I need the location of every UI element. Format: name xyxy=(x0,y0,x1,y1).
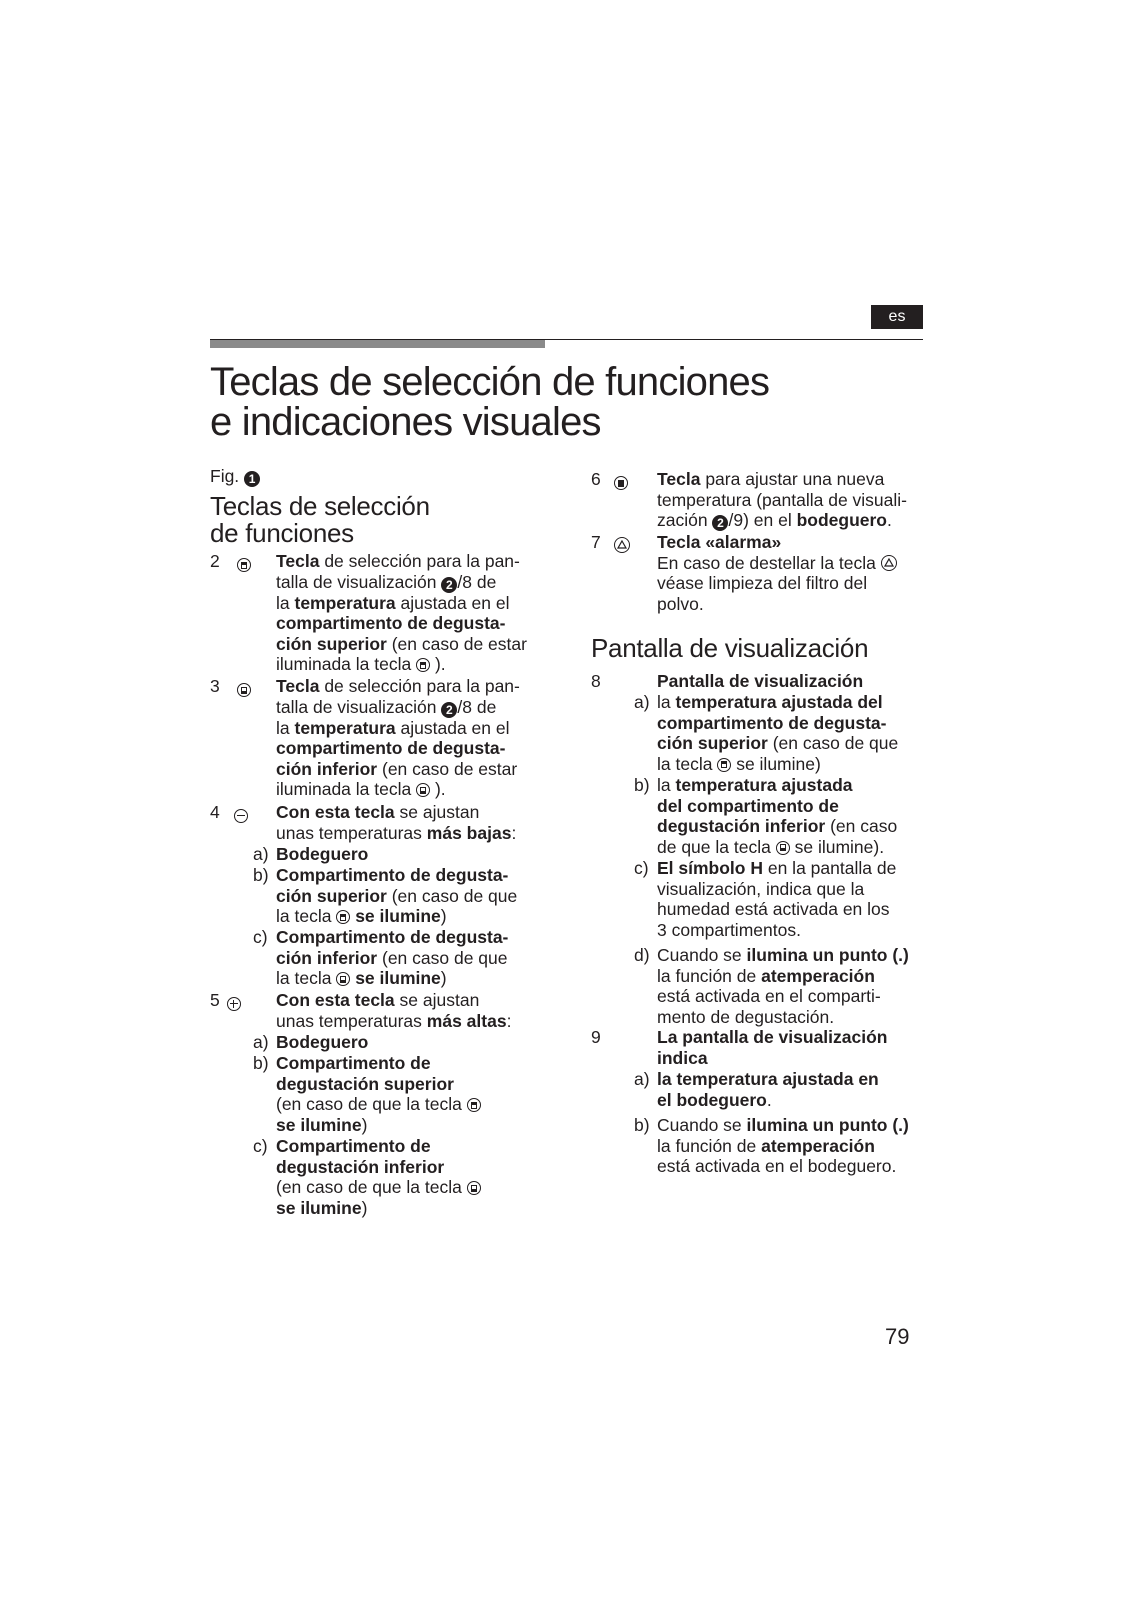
alarm-key-icon xyxy=(881,555,897,571)
upper-compartment-key-icon xyxy=(416,658,430,672)
lower-compartment-key-icon xyxy=(776,841,790,855)
lower-compartment-key-icon xyxy=(336,972,350,986)
item-number: 7 xyxy=(591,532,601,552)
item-6: 6 Tecla para ajustar una nueva temperatura (pantalla de visuali- zación 2 /9) en el bodeguero. xyxy=(591,469,907,531)
figure-ref-badge: 2 xyxy=(712,515,728,531)
alarm-key-icon xyxy=(614,537,630,553)
item-2: 2 Tecla de selección para la pan- talla de visualización 2 /8 de la temperatura ajustada en el compartimento de degusta- ción superior (en caso de estar iluminada la tecla ). xyxy=(210,551,527,675)
item-number: 2 xyxy=(210,551,220,571)
item-number: 9 xyxy=(591,1027,601,1047)
title-line-1: Teclas de selección de funciones xyxy=(210,360,770,404)
item-number: 6 xyxy=(591,469,601,489)
item-number: 3 xyxy=(210,676,220,696)
upper-compartment-key-icon xyxy=(237,558,251,572)
plus-key-icon xyxy=(227,997,241,1011)
upper-compartment-key-icon xyxy=(717,758,731,772)
title-line-2: e indicaciones visuales xyxy=(210,400,601,444)
item-number: 5 xyxy=(210,990,220,1010)
page-title xyxy=(210,362,910,442)
upper-compartment-key-icon xyxy=(467,1098,481,1112)
right-section-heading: Pantalla de visualización xyxy=(591,633,869,663)
item-7: 7 Tecla «alarma» En caso de destellar la tecla véase limpieza del filtro del polvo. xyxy=(591,532,931,617)
figure-number-badge: 1 xyxy=(244,471,260,487)
item-9-options: a) la temperatura ajustada en el bodeguero. b) Cuando se ilumina un punto (.) la función de atemperación está activada en el bodeguero. xyxy=(634,1069,909,1177)
left-section-heading: Teclas de selección de funciones xyxy=(210,491,430,548)
figure-ref-badge: 2 xyxy=(441,577,457,593)
page-number: 79 xyxy=(885,1324,910,1349)
figure-ref: Fig. 1 xyxy=(210,466,550,487)
wine-cellar-key-icon xyxy=(614,476,628,490)
figure-ref-badge: 2 xyxy=(441,702,457,718)
item-number: 8 xyxy=(591,671,601,691)
minus-key-icon xyxy=(234,809,248,823)
lower-compartment-key-icon xyxy=(416,783,430,797)
item-8-options: a) la temperatura ajustada del compartimento de degusta- ción superior (en caso de que la tecla se ilumine) b) la temperatura ajustada del compartimento de degustación inferior (en caso de que la tecla se ilumine). c) El símbolo H en la pantalla de visualización, indica que la humedad está activada en los 3 compartimentos. d) Cuando se ilumina un punto (.) la función de atemperación está activada en el comparti- mento de degustación. xyxy=(634,692,909,1027)
left-column xyxy=(210,466,550,547)
lower-compartment-key-icon xyxy=(467,1181,481,1195)
item-3: 3 Tecla de selección para la pan- talla de visualización 2 /8 de la temperatura ajustada en el compartimento de degusta- ción inferior (en caso de estar iluminada la tecla ). xyxy=(210,676,520,800)
item-8: 8 Pantalla de visualización a) la temperatura ajustada del compartimento de degusta- ción superior (en caso de que la tecla se ilumine) b) la temperatura ajustada del compartimento de degustación inferior (en caso de que la tecla se ilumine). c) El símbolo H en la pantalla de visualización, indica que la humedad está activada en los 3 compartimentos. d) Cuando se ilumina un punto (.) la función de atemperación está activada en el comparti- mento de degustación. xyxy=(591,671,931,1021)
lower-compartment-key-icon xyxy=(237,683,251,697)
item-4: 4 Con esta tecla se ajustan unas temperaturas más bajas: a) Bodeguero b) Compartimento de degusta- ción superior (en caso de que la tecla se ilumine) c) Compartimento de degusta- ción inferior (en caso de que la tecla se ilumine) xyxy=(210,802,518,989)
item-number: 4 xyxy=(210,802,220,822)
language-badge: es xyxy=(871,305,923,329)
item-5: 5 Con esta tecla se ajustan unas temperaturas más altas: a) Bodeguero b) Compartimento de degustación superior (en caso de que la tecla se ilumine) c) Compartimento de degustación inferior (en caso de que la tecla se ilumine) xyxy=(210,990,512,1218)
upper-compartment-key-icon xyxy=(336,910,350,924)
header-bar xyxy=(210,340,545,348)
item-9: 9 La pantalla de visualización indica a) la temperatura ajustada en el bodeguero. b) Cuando se ilumina un punto (.) la función de atemperación está activada en el bodeguero. xyxy=(591,1027,931,1177)
